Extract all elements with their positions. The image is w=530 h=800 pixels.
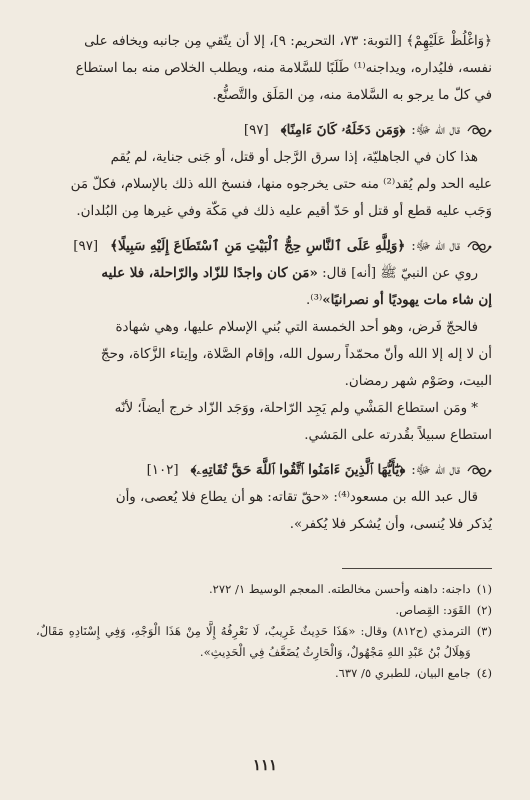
footnote-text: جامع البيان، للطبري ٥/ ٦٣٧. (334, 666, 471, 680)
text-line: يُذكر فلا يُنسى، وأن يُشكر فلا يُكفر». (289, 517, 492, 532)
footnote-item (36, 600, 492, 621)
intro-paragraph (36, 28, 492, 109)
heading-intro: قال الله ﷻ: (411, 463, 460, 478)
verse-number: [١٠٢] (146, 463, 179, 478)
footnote-number: (٢) (476, 603, 492, 617)
heading-intro: قال الله ﷻ: (411, 123, 460, 138)
verse-number: [٩٧] (243, 123, 269, 138)
footnote-text: داجنه: داهنه وأحسن مخالطته. المعجم الوسيط ١/ ٢٧٢. (208, 582, 471, 596)
text-line: استطاع سبيلاً بقُدرته على المَشي. (304, 428, 492, 443)
text-line (36, 260, 492, 287)
quran-verse: ﴿وَلِلَّهِ عَلَى ٱلنَّاسِ حِجُّ ٱلْبَيْتِ مَنِ ٱسْتَطَاعَ إِلَيْهِ سَبِيلًا﴾ (110, 238, 406, 254)
text-line: قال عبد الله بن مسعود⁽⁴⁾: «حقّ تقاته: هو أن يطاع فلا يُعصى، وأن (115, 490, 478, 505)
verse-heading (36, 117, 492, 144)
text-line: البيت، وصَوْم شهر رمضان. (344, 374, 492, 389)
text-line: * ومَن استطاع المَشْي ولم يَجِد الرّاحلة، ووَجَد الزّاد خرج أيضاً؛ لأنّه (114, 401, 478, 416)
quran-verse: ﴿يَٰٓأَيُّهَا ٱلَّذِينَ ءَامَنُوا ٱتَّقُوا ٱللَّهَ حَقَّ تُقَاتِهِۦ﴾ (190, 462, 406, 478)
verse-heading (36, 233, 492, 260)
ornament-icon (466, 462, 492, 480)
text-line: نفسه، فليُداره، ويداجنه⁽¹⁾ طَلَبًا للسَّلامة منه، ويطلب الخلاص منه بما استطاع (75, 61, 492, 76)
footnote-item (36, 663, 492, 684)
text-line: وَجَب عليه قطع أو قتل أو حَدّ أقيم عليه ذلك في مَكّة وفي غيرها مِن البُلدان. (76, 204, 492, 219)
text-line: أن لا إله إلا الله وأنّ محمّداً رسول الله، وإقام الصَّلاة، وإيتاء الزَّكاة، وحجّ (100, 347, 492, 362)
commentary-paragraph (36, 484, 492, 538)
hadith-text: «مَن كان واجدًا للزّاد والرّاحلة، فلا عليه (101, 265, 318, 281)
footnote-item (36, 621, 492, 663)
footnote-number: (٣) (476, 624, 492, 638)
ornament-icon (466, 122, 492, 140)
text-line: هذا كان في الجاهليّة، إذا سرق الرَّجل أو قتل، أو جَنى جناية، لم يُقم (110, 150, 478, 165)
footnote-number: (١) (476, 582, 492, 596)
verse-heading (36, 457, 492, 484)
ornament-icon (466, 238, 492, 256)
footnotes (36, 579, 492, 684)
footnote-number: (٤) (476, 666, 492, 680)
heading-intro: قال الله ﷻ: (411, 239, 460, 254)
hadith-paragraph (36, 260, 492, 314)
note-paragraph (36, 395, 492, 449)
footnote-item (36, 579, 492, 600)
text-line: فالحجّ فَرض، وهو أحد الخمسة التي بُني الإسلام عليها، وهي شهادة (115, 320, 478, 335)
text-line: ﴿وَاغْلُظْ عَلَيْهِمْ﴾ [التوبة: ٧٣، التحريم: ٩]، إلا أن يتّقي مِن جانبه ويخافه على (84, 34, 492, 49)
commentary-paragraph (36, 144, 492, 225)
commentary-paragraph (36, 314, 492, 395)
page-number: ١١١ (252, 756, 278, 774)
footnote-divider (342, 568, 492, 569)
text-line: في كلّ ما يرجو به السَّلامة منه، مِن المَلَق والتَّصنُّع. (212, 88, 492, 103)
hadith-text: إن شاء مات يهوديًا أو نصرانيًا» (322, 292, 492, 308)
text-line (36, 287, 492, 314)
hadith-intro: روي عن النبيّ ﷺ [أنه] قال: (317, 266, 478, 281)
footnote-ref: ⁽³⁾. (306, 293, 323, 308)
text-line: عليه الحد ولم يُقد⁽²⁾ منه حتى يخرجوه منها، فنسخ الله ذلك بالإسلام، فكلّ مَن (70, 177, 492, 192)
verse-number: [٩٧] (73, 239, 99, 254)
footnote-text: الترمذي (ح٨١٢) وقال: «هَذَا حَدِيثٌ غَرِيبٌ، لَا نَعْرِفُهُ إِلَّا مِنْ هَذَا الْوَجْهِ، وَفِي إِسْنَادِهِ مَقَالٌ، وَهِلَالُ بْنُ عَبْدِ اللهِ مَجْهُولٌ، وَالْحَارِثُ يُضَعَّفُ فِي الْحَدِيثِ». (36, 624, 471, 659)
footnote-text: القَوَد: القِصاص. (395, 603, 471, 617)
quran-verse: ﴿وَمَن دَخَلَهُۥ كَانَ ءَامِنًا﴾ (280, 122, 406, 138)
